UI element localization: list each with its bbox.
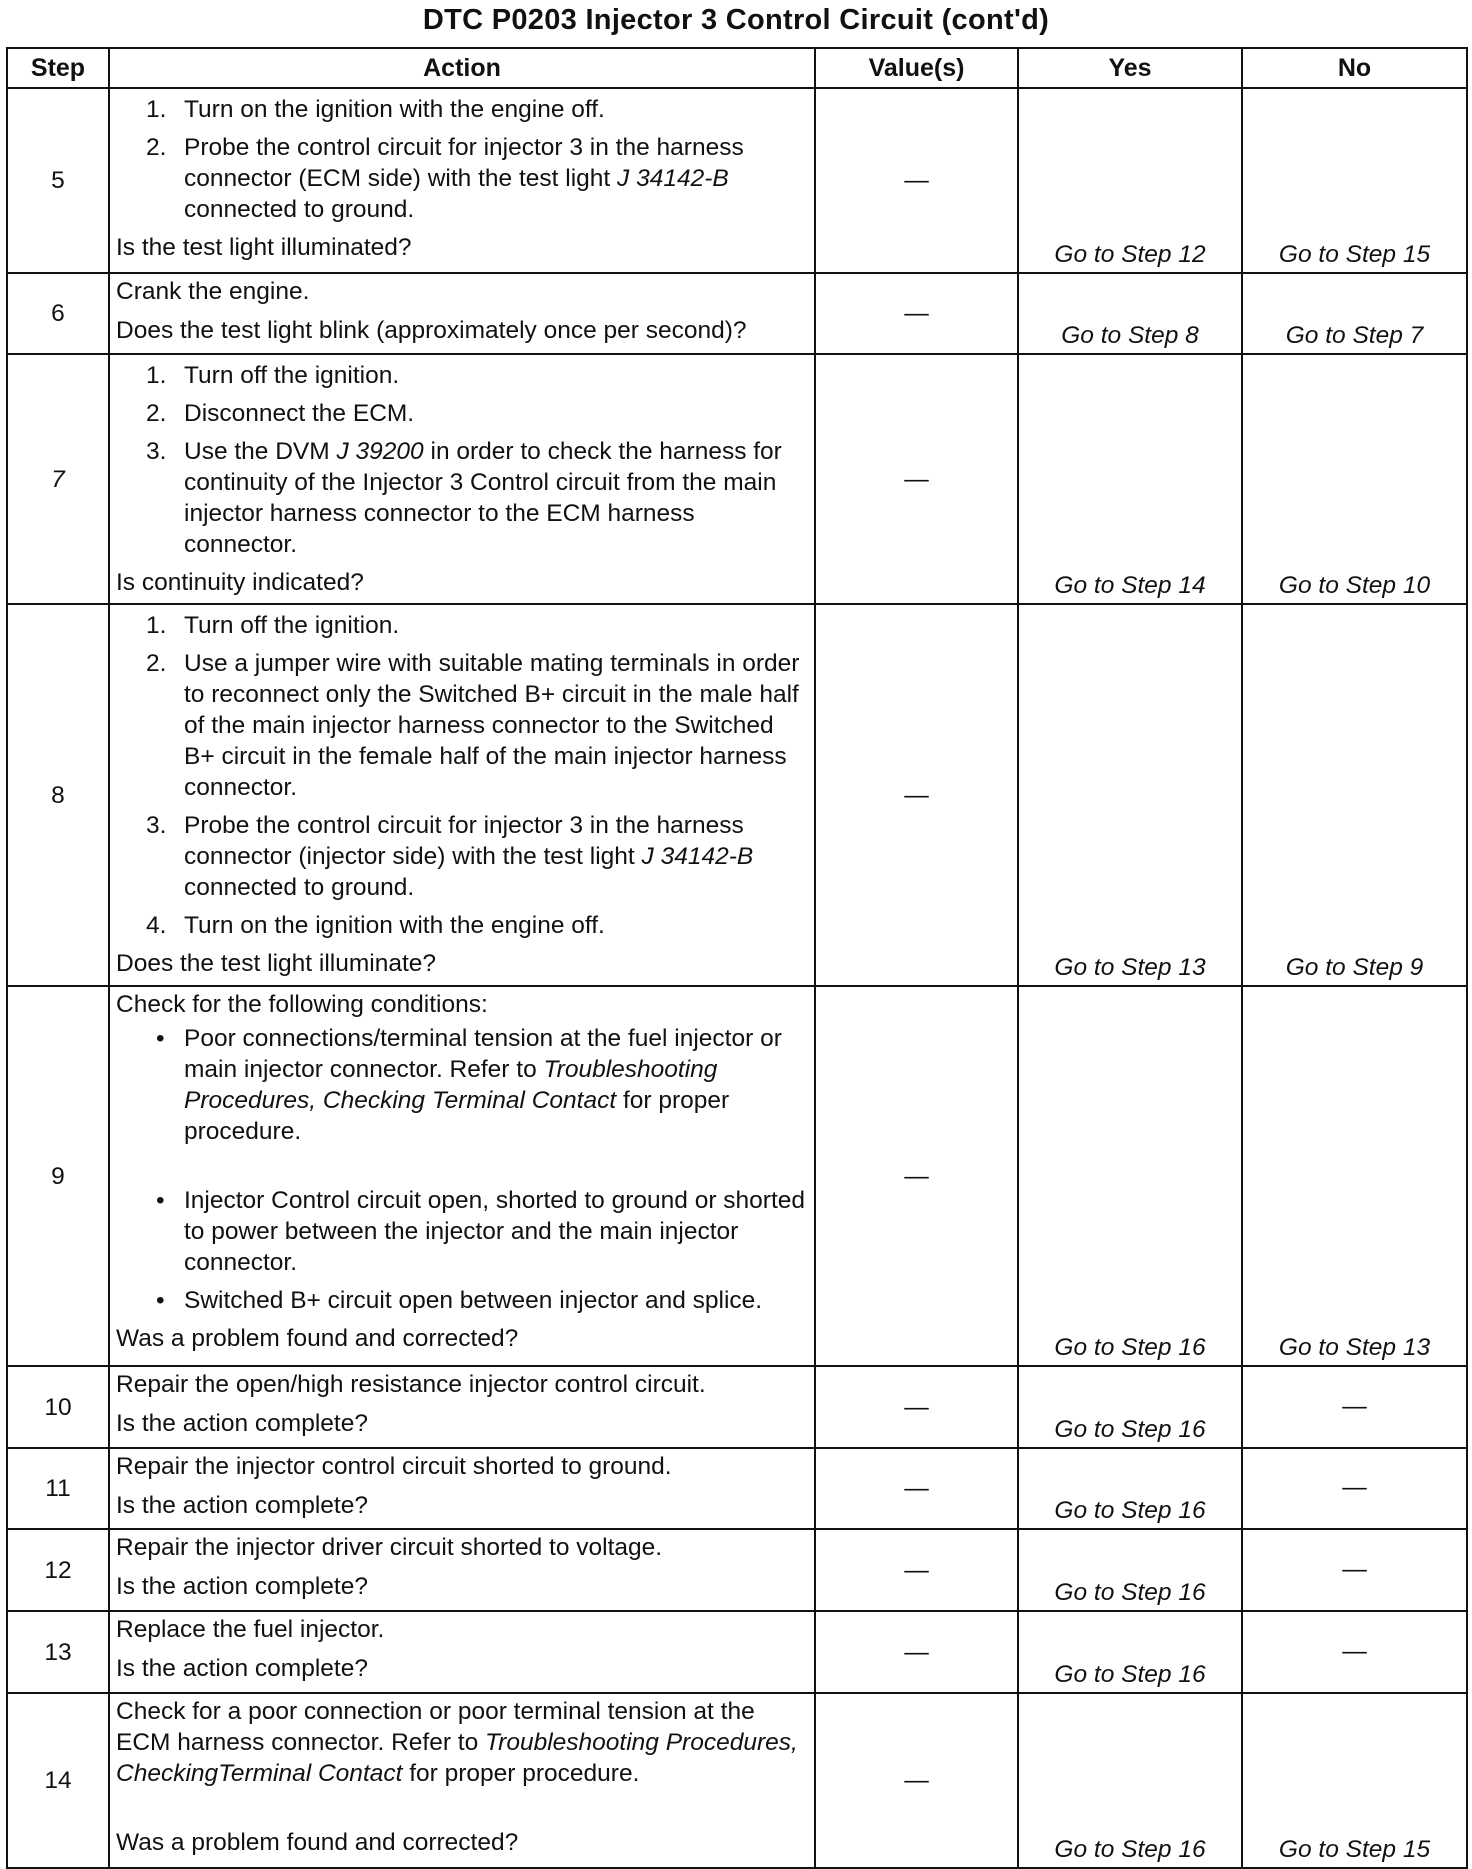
action-item: 1. Turn off the ignition. — [146, 612, 400, 639]
action-cell — [109, 1693, 815, 1868]
header-values: Value(s) — [815, 48, 1018, 88]
action-intro: Repair the injector control circuit shorted to ground. — [116, 1453, 672, 1480]
action-bullet: • Injector Control circuit open, shorted to ground or shorted to power between the injector and the main injector connector. — [156, 1187, 806, 1276]
action-question: Is the action complete? — [116, 1492, 368, 1519]
value-cell: — — [815, 1529, 1018, 1611]
no-cell: — — [1242, 1366, 1467, 1448]
action-item: 1. Turn on the ignition with the engine off. — [146, 96, 605, 123]
yes-cell: Go to Step 12 — [1018, 88, 1242, 273]
value-cell: — — [815, 1448, 1018, 1529]
value-cell: — — [815, 88, 1018, 273]
no-cell: Go to Step 15 — [1242, 1693, 1467, 1868]
action-cell — [109, 1529, 815, 1611]
no-cell: Go to Step 13 — [1242, 986, 1467, 1366]
yes-cell: Go to Step 16 — [1018, 1611, 1242, 1693]
action-intro: Repair the injector driver circuit shorted to voltage. — [116, 1534, 663, 1561]
table-row — [7, 273, 1467, 354]
yes-cell: Go to Step 13 — [1018, 604, 1242, 986]
value-cell: — — [815, 986, 1018, 1366]
yes-cell: Go to Step 16 — [1018, 1448, 1242, 1529]
action-question: Was a problem found and corrected? — [116, 1829, 519, 1856]
no-cell: — — [1242, 1611, 1467, 1693]
action-question: Is continuity indicated? — [116, 569, 364, 596]
action-item: 2. Use a jumper wire with suitable mating terminals in order to reconnect only the Switched B+ circuit in the male half of the main injector harness connector to the Switched B+ circuit in the female half of the main injector harness connector. — [146, 650, 800, 801]
table-row — [7, 1448, 1467, 1529]
table-row — [7, 88, 1467, 273]
action-cell — [109, 1366, 815, 1448]
no-cell: Go to Step 10 — [1242, 354, 1467, 604]
table-row — [7, 986, 1467, 1366]
yes-cell: Go to Step 16 — [1018, 986, 1242, 1366]
yes-cell: Go to Step 16 — [1018, 1693, 1242, 1868]
value-cell: — — [815, 354, 1018, 604]
value-cell: — — [815, 1366, 1018, 1448]
yes-cell: Go to Step 14 — [1018, 354, 1242, 604]
action-item: 1. Turn off the ignition. — [146, 362, 400, 389]
header-action: Action — [109, 48, 815, 88]
action-item: 3. Use the DVM J 39200 in order to check the harness for continuity of the Injector 3 Control circuit from the main injector harness connector to the ECM harness connector. — [146, 438, 782, 558]
no-cell: — — [1242, 1529, 1467, 1611]
action-cell — [109, 88, 815, 273]
action-question: Is the action complete? — [116, 1655, 368, 1682]
action-intro: Replace the fuel injector. — [116, 1616, 385, 1643]
value-cell: — — [815, 273, 1018, 354]
action-item: 3. Probe the control circuit for injector 3 in the harness connector (injector side) with the test light J 34142-B connected to ground. — [146, 812, 754, 901]
step-number: 5 — [7, 88, 109, 273]
action-question: Is the action complete? — [116, 1573, 368, 1600]
diagnostic-table — [6, 47, 1468, 1869]
value-cell: — — [815, 1611, 1018, 1693]
no-cell: Go to Step 15 — [1242, 88, 1467, 273]
header-yes: Yes — [1018, 48, 1242, 88]
step-number: 6 — [7, 273, 109, 354]
value-cell: — — [815, 1693, 1018, 1868]
step-number: 9 — [7, 986, 109, 1366]
action-cell — [109, 354, 815, 604]
header-step: Step — [7, 48, 109, 88]
table-row — [7, 1529, 1467, 1611]
action-item: 2. Probe the control circuit for injector 3 in the harness connector (ECM side) with the test light J 34142-B connected to ground. — [146, 134, 744, 223]
action-item: 2. Disconnect the ECM. — [146, 400, 415, 427]
step-number: 12 — [7, 1529, 109, 1611]
action-question: Does the test light blink (approximately once per second)? — [116, 317, 747, 344]
step-number: 7 — [7, 354, 109, 604]
yes-cell: Go to Step 8 — [1018, 273, 1242, 354]
action-intro: Crank the engine. — [116, 278, 310, 305]
action-intro: Check for the following conditions: — [116, 991, 488, 1018]
step-number: 10 — [7, 1366, 109, 1448]
table-row — [7, 604, 1467, 986]
action-question: Does the test light illuminate? — [116, 950, 437, 977]
header-row — [7, 48, 1467, 88]
action-cell — [109, 1448, 815, 1529]
value-cell: — — [815, 604, 1018, 986]
action-item: 4. Turn on the ignition with the engine off. — [146, 912, 605, 939]
no-cell: Go to Step 9 — [1242, 604, 1467, 986]
table-row — [7, 1611, 1467, 1693]
action-question: Was a problem found and corrected? — [116, 1325, 519, 1352]
action-question: Is the action complete? — [116, 1410, 368, 1437]
page-title: DTC P0203 Injector 3 Control Circuit (cont'd) — [422, 4, 1050, 36]
table-row — [7, 354, 1467, 604]
action-cell — [109, 273, 815, 354]
step-number: 11 — [7, 1448, 109, 1529]
no-cell: Go to Step 7 — [1242, 273, 1467, 354]
yes-cell: Go to Step 16 — [1018, 1366, 1242, 1448]
action-question: Is the test light illuminated? — [116, 234, 412, 261]
step-number: 14 — [7, 1693, 109, 1868]
yes-cell: Go to Step 16 — [1018, 1529, 1242, 1611]
action-cell — [109, 986, 815, 1366]
table-row — [7, 1366, 1467, 1448]
table-row — [7, 1693, 1467, 1868]
action-intro: Check for a poor connection or poor terminal tension at the ECM harness connector. Refer to Troubleshooting Procedures, CheckingTerminal Contact for proper procedure. — [116, 1698, 798, 1787]
action-cell — [109, 604, 815, 986]
action-intro: Repair the open/high resistance injector control circuit. — [116, 1371, 706, 1398]
step-number: 13 — [7, 1611, 109, 1693]
action-bullet: • Switched B+ circuit open between injector and splice. — [156, 1287, 763, 1314]
step-number: 8 — [7, 604, 109, 986]
action-cell — [109, 1611, 815, 1693]
no-cell: — — [1242, 1448, 1467, 1529]
action-bullet: • Poor connections/terminal tension at the fuel injector or main injector connector. Refer to Troubleshooting Procedures, Checking Terminal Contact for proper procedure. — [156, 1025, 782, 1145]
header-no: No — [1242, 48, 1467, 88]
